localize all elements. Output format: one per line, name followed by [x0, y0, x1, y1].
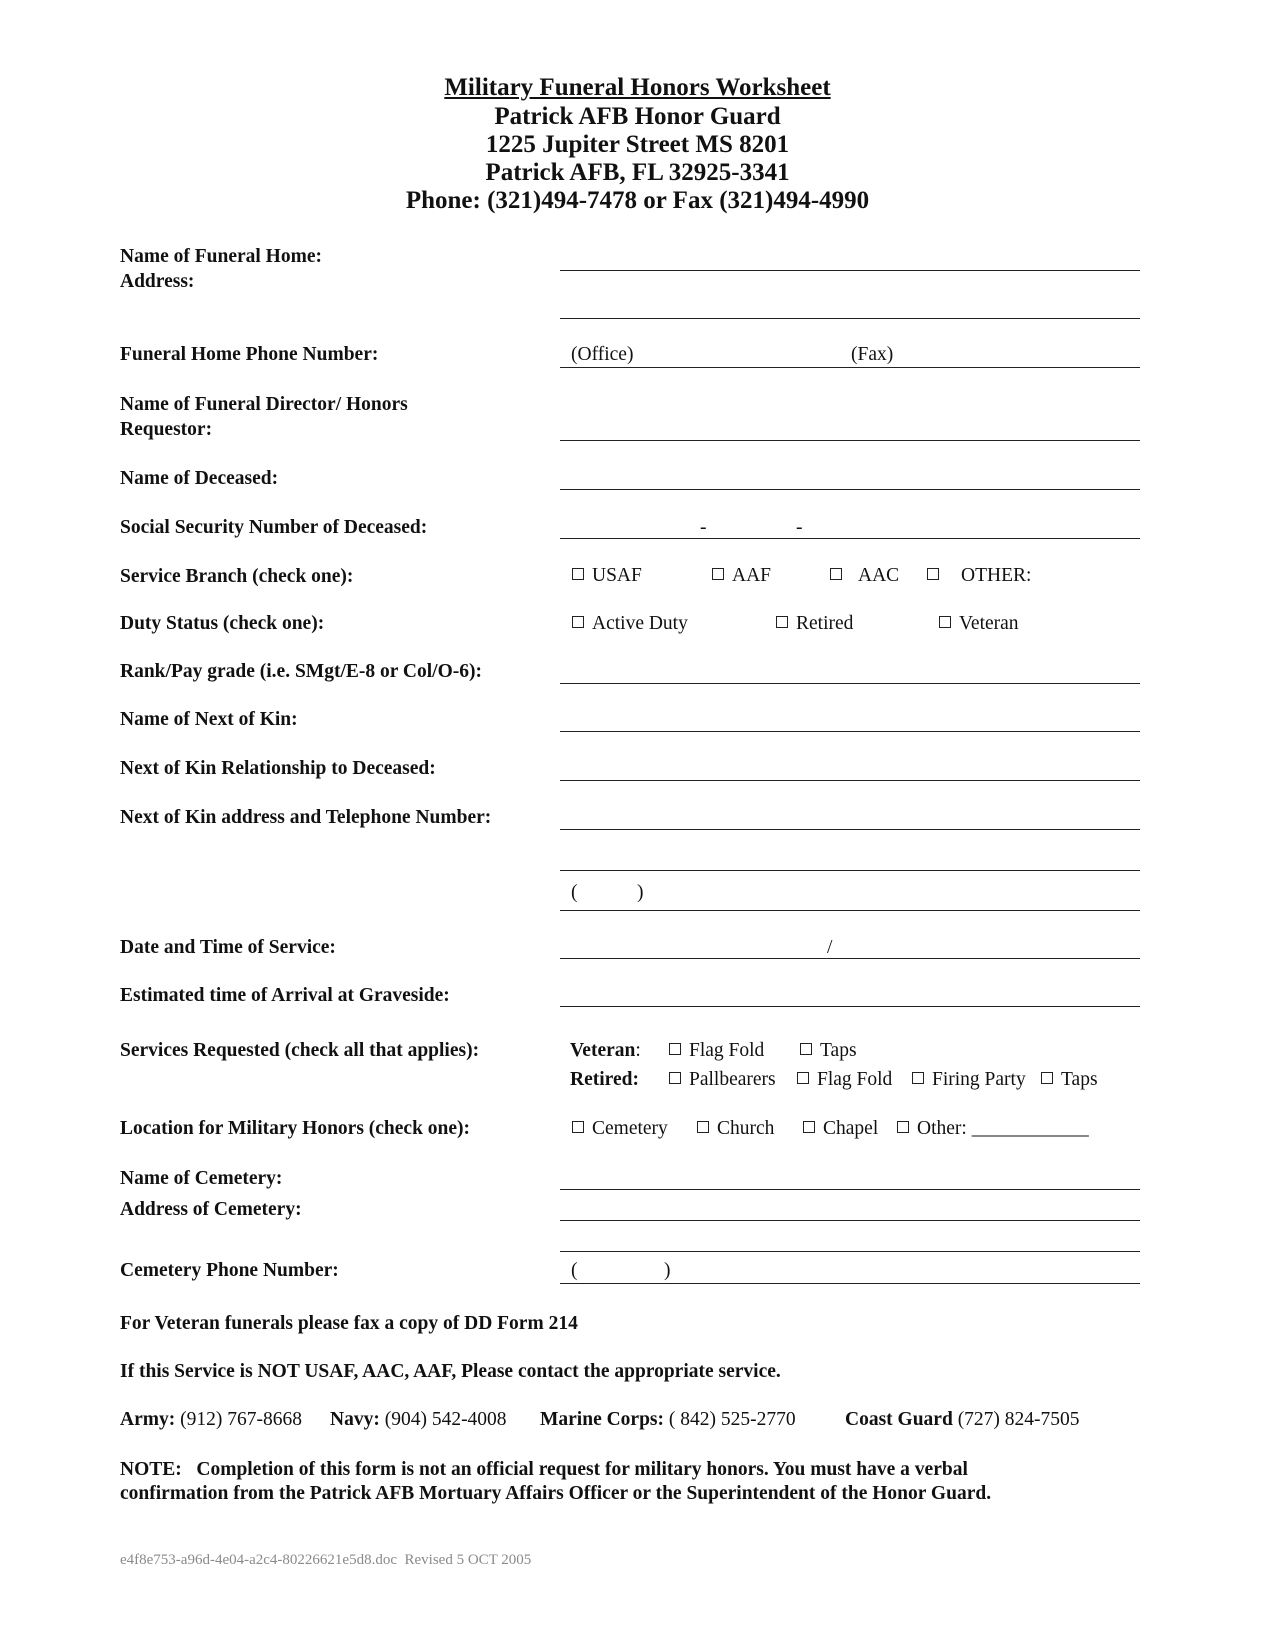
eta-label: Estimated time of Arrival at Graveside: — [120, 985, 450, 1006]
checkbox-icon[interactable] — [939, 616, 951, 628]
cemetery-address-field-2[interactable] — [560, 1251, 1140, 1252]
checkbox-icon[interactable] — [572, 1121, 584, 1133]
checkbox-icon[interactable] — [927, 568, 939, 580]
checkbox-icon[interactable] — [800, 1043, 812, 1055]
branch-aaf-label: AAF — [732, 565, 772, 586]
contact-coast-guard — [845, 1408, 1080, 1432]
unit-name: Patrick AFB Honor Guard — [494, 103, 781, 130]
duty-status-label: Duty Status (check one): — [120, 613, 325, 634]
contact-navy-name: Navy: — [330, 1409, 380, 1430]
duty-veteran-label: Veteran — [959, 613, 1019, 634]
ssn-dash-2: - — [796, 517, 803, 538]
duty-veteran-option[interactable] — [939, 612, 1019, 636]
director-field[interactable] — [560, 440, 1140, 441]
branch-aac-label: AAC — [858, 565, 900, 586]
funeral-home-name-field[interactable] — [560, 270, 1140, 271]
cemetery-address-field[interactable] — [560, 1220, 1140, 1221]
office-label: (Office) — [571, 344, 634, 365]
contact-coast-guard-name: Coast Guard — [845, 1409, 953, 1430]
location-church-label: Church — [717, 1118, 775, 1139]
checkbox-icon[interactable] — [669, 1072, 681, 1084]
cemetery-phone-paren-open: ( — [571, 1260, 578, 1281]
note-line-2: confirmation from the Patrick AFB Mortuary Affairs Officer or the Superintendent of the Honor Guard. — [120, 1483, 992, 1504]
nok-name-label: Name of Next of Kin: — [120, 709, 298, 730]
veteran-colon: : — [635, 1040, 641, 1061]
contact-navy-number: (904) 542-4008 — [384, 1409, 507, 1430]
checkbox-icon[interactable] — [912, 1072, 924, 1084]
director-label-2: Requestor: — [120, 419, 213, 440]
retired-flag-fold-label: Flag Fold — [817, 1069, 893, 1090]
contact-marine-corps-name: Marine Corps: — [540, 1409, 665, 1430]
location-chapel-option[interactable] — [803, 1117, 878, 1141]
veteran-flag-fold-label: Flag Fold — [689, 1040, 765, 1061]
checkbox-icon[interactable] — [572, 616, 584, 628]
funeral-home-address-field[interactable] — [560, 318, 1140, 319]
cemetery-phone-field[interactable] — [560, 1283, 1140, 1284]
contact-navy — [330, 1408, 507, 1432]
nok-phone-field[interactable] — [560, 910, 1140, 911]
veteran-row — [570, 1039, 641, 1063]
retired-label: Retired: — [570, 1069, 639, 1090]
branch-other-option[interactable] — [927, 564, 1031, 588]
checkbox-icon[interactable] — [1041, 1072, 1053, 1084]
checkbox-icon[interactable] — [572, 568, 584, 580]
branch-aaf-option[interactable] — [712, 564, 771, 588]
retired-flag-fold-option[interactable] — [797, 1068, 892, 1092]
veteran-taps-option[interactable] — [800, 1039, 857, 1063]
checkbox-icon[interactable] — [803, 1121, 815, 1133]
branch-aac-option[interactable] — [830, 564, 899, 588]
nok-relationship-field[interactable] — [560, 780, 1140, 781]
location-cemetery-option[interactable] — [572, 1117, 668, 1141]
checkbox-icon[interactable] — [669, 1043, 681, 1055]
cemetery-name-label: Name of Cemetery: — [120, 1168, 283, 1189]
director-label: Name of Funeral Director/ Honors — [120, 394, 408, 415]
duty-retired-label: Retired — [796, 613, 854, 634]
funeral-home-name-label: Name of Funeral Home: — [120, 246, 322, 267]
nok-name-field[interactable] — [560, 731, 1140, 732]
checkbox-icon[interactable] — [797, 1072, 809, 1084]
contact-army — [120, 1408, 302, 1432]
address-label: Address: — [120, 271, 195, 292]
rank-label: Rank/Pay grade (i.e. SMgt/E-8 or Col/O-6): — [120, 661, 482, 682]
veteran-label: Veteran — [570, 1040, 636, 1061]
branch-usaf-option[interactable] — [572, 564, 642, 588]
note-line-1: NOTE: Completion of this form is not an official request for military honors. You must have a verbal — [120, 1459, 968, 1480]
unit-street: 1225 Jupiter Street MS 8201 — [485, 131, 790, 158]
retired-firing-party-option[interactable] — [912, 1068, 1026, 1092]
service-datetime-field[interactable] — [560, 958, 1140, 959]
nok-address-label: Next of Kin address and Telephone Number: — [120, 807, 492, 828]
checkbox-icon[interactable] — [897, 1121, 909, 1133]
location-other-option[interactable] — [897, 1117, 1089, 1141]
retired-firing-party-label: Firing Party — [932, 1069, 1026, 1090]
not-usaf-note: If this Service is NOT USAF, AAC, AAF, Please contact the appropriate service. — [120, 1361, 781, 1382]
deceased-name-field[interactable] — [560, 489, 1140, 490]
dd214-note: For Veteran funerals please fax a copy of DD Form 214 — [120, 1313, 578, 1334]
contact-army-name: Army: — [120, 1409, 176, 1430]
unit-phone: Phone: (321)494-7478 or Fax (321)494-4990 — [405, 187, 870, 214]
funeral-home-phone-field[interactable] — [560, 367, 1140, 368]
service-branch-label: Service Branch (check one): — [120, 566, 354, 587]
retired-taps-option[interactable] — [1041, 1068, 1098, 1092]
nok-relationship-label: Next of Kin Relationship to Deceased: — [120, 758, 436, 779]
contact-marine-corps — [540, 1408, 796, 1432]
deceased-name-label: Name of Deceased: — [120, 468, 279, 489]
datetime-slash: / — [827, 937, 833, 958]
eta-field[interactable] — [560, 1006, 1140, 1007]
cemetery-address-label: Address of Cemetery: — [120, 1199, 302, 1220]
veteran-taps-label: Taps — [820, 1040, 857, 1061]
duty-active-option[interactable] — [572, 612, 688, 636]
branch-other-label: OTHER: — [961, 565, 1032, 586]
footer-doc-id: e4f8e753-a96d-4e04-a2c4-80226621e5d8.doc Revised 5 OCT 2005 — [120, 1552, 532, 1568]
rank-field[interactable] — [560, 683, 1140, 684]
location-cemetery-label: Cemetery — [592, 1118, 668, 1139]
location-other-label: Other: ____________ — [917, 1118, 1089, 1139]
contact-army-number: (912) 767-8668 — [180, 1409, 302, 1430]
contact-coast-guard-number: (727) 824-7505 — [957, 1409, 1080, 1430]
duty-active-label: Active Duty — [592, 613, 688, 634]
cemetery-phone-label: Cemetery Phone Number: — [120, 1260, 339, 1281]
cemetery-name-field[interactable] — [560, 1189, 1140, 1190]
checkbox-icon[interactable] — [712, 568, 724, 580]
retired-pallbearers-option[interactable] — [669, 1068, 776, 1092]
ssn-label: Social Security Number of Deceased: — [120, 517, 428, 538]
location-label: Location for Military Honors (check one): — [120, 1118, 471, 1139]
service-datetime-label: Date and Time of Service: — [120, 937, 336, 958]
nok-address-field[interactable] — [560, 829, 1140, 830]
nok-phone-paren-close: ) — [637, 882, 644, 903]
nok-phone-paren-open: ( — [571, 882, 578, 903]
retired-pallbearers-label: Pallbearers — [689, 1069, 776, 1090]
duty-retired-option[interactable] — [776, 612, 853, 636]
checkbox-icon[interactable] — [697, 1121, 709, 1133]
nok-address-field-2[interactable] — [560, 870, 1140, 871]
checkbox-icon[interactable] — [830, 568, 842, 580]
veteran-flag-fold-option[interactable] — [669, 1039, 764, 1063]
ssn-dash-1: - — [700, 517, 707, 538]
contact-marine-corps-number: ( 842) 525-2770 — [668, 1409, 796, 1430]
ssn-field[interactable] — [560, 538, 1140, 539]
funeral-home-phone-label: Funeral Home Phone Number: — [120, 344, 379, 365]
location-chapel-label: Chapel — [823, 1118, 879, 1139]
branch-usaf-label: USAF — [592, 565, 642, 586]
fax-label: (Fax) — [851, 344, 894, 365]
checkbox-icon[interactable] — [776, 616, 788, 628]
services-requested-label: Services Requested (check all that applies): — [120, 1040, 480, 1061]
unit-city: Patrick AFB, FL 32925-3341 — [485, 159, 790, 186]
location-church-option[interactable] — [697, 1117, 774, 1141]
retired-taps-label: Taps — [1061, 1069, 1098, 1090]
cemetery-phone-paren-close: ) — [664, 1260, 671, 1281]
form-title: Military Funeral Honors Worksheet — [444, 74, 831, 101]
